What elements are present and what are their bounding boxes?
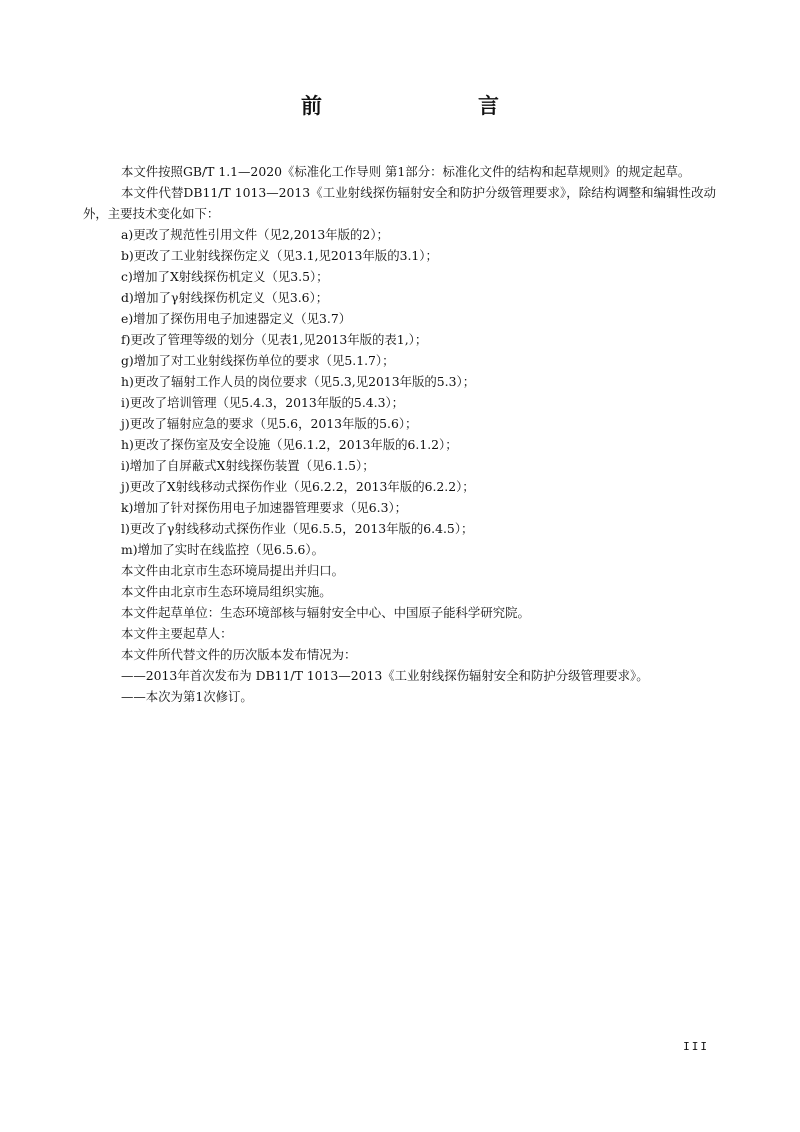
list-item: h)更改了辐射工作人员的岗位要求（见5.3,见2013年版的5.3）；	[121, 374, 476, 389]
statement-history-revision: ——本次为第1次修订。	[121, 689, 253, 704]
statement-drafting-units: 本文件起草单位：生态环境部核与辐射安全中心、中国原子能科学研究院。	[121, 605, 530, 620]
changes-list	[83, 224, 716, 560]
list-item: k)增加了针对探伤用电子加速器管理要求（见6.3）；	[121, 500, 408, 515]
paragraph-replacement: 本文件代替DB11/T 1013—2013《工业射线探伤辐射安全和防护分级管理要求》，除结构调整和编辑性改动外，主要技术变化如下：	[83, 185, 716, 221]
list-item: g)增加了对工业射线探伤单位的要求（见5.1.7）；	[121, 353, 395, 368]
list-item: d)增加了γ射线探伤机定义（见3.6）；	[121, 290, 329, 305]
list-item: f)更改了管理等级的划分（见表1,见2013年版的表1,）；	[121, 332, 428, 347]
list-item: b)更改了工业射线探伤定义（见3.1,见2013年版的3.1）；	[121, 248, 438, 263]
list-item: l)更改了γ射线移动式探伤作业（见6.5.5，2013年版的6.4.5）；	[121, 521, 474, 536]
page-title: 前 言	[301, 93, 537, 118]
paragraph-drafting-rules: 本文件按照GB/T 1.1—2020《标准化工作导则 第1部分：标准化文件的结构和起草规则》的规定起草。	[121, 164, 691, 179]
statement-proposer: 本文件由北京市生态环境局提出并归口。	[121, 563, 345, 578]
statement-drafters: 本文件主要起草人：	[121, 626, 233, 641]
statement-history-first: ——2013年首次发布为 DB11/T 1013—2013《工业射线探伤辐射安全和防护分级管理要求》。	[121, 668, 649, 683]
statements-list	[83, 560, 716, 707]
list-item: i)更改了培训管理（见5.4.3，2013年版的5.4.3）；	[121, 395, 405, 410]
statement-implementer: 本文件由北京市生态环境局组织实施。	[121, 584, 332, 599]
list-item: h)更改了探伤室及安全设施（见6.1.2，2013年版的6.1.2）；	[121, 437, 458, 452]
statement-history-intro: 本文件所代替文件的历次版本发布情况为：	[121, 647, 357, 662]
list-item: e)增加了探伤用电子加速器定义（见3.7）	[121, 311, 352, 326]
document-body	[83, 161, 716, 707]
list-item: c)增加了X射线探伤机定义（见3.5）；	[121, 269, 329, 284]
list-item: j)更改了辐射应急的要求（见5.6，2013年版的5.6）；	[121, 416, 418, 431]
list-item: j)更改了X射线移动式探伤作业（见6.2.2，2013年版的6.2.2）；	[121, 479, 475, 494]
list-item: m)增加了实时在线监控（见6.5.6）。	[121, 542, 324, 557]
page-number: III	[683, 1040, 709, 1053]
list-item: a)更改了规范性引用文件（见2,2013年版的2）；	[121, 227, 389, 242]
list-item: i)增加了自屏蔽式X射线探伤装置（见6.1.5）；	[121, 458, 375, 473]
